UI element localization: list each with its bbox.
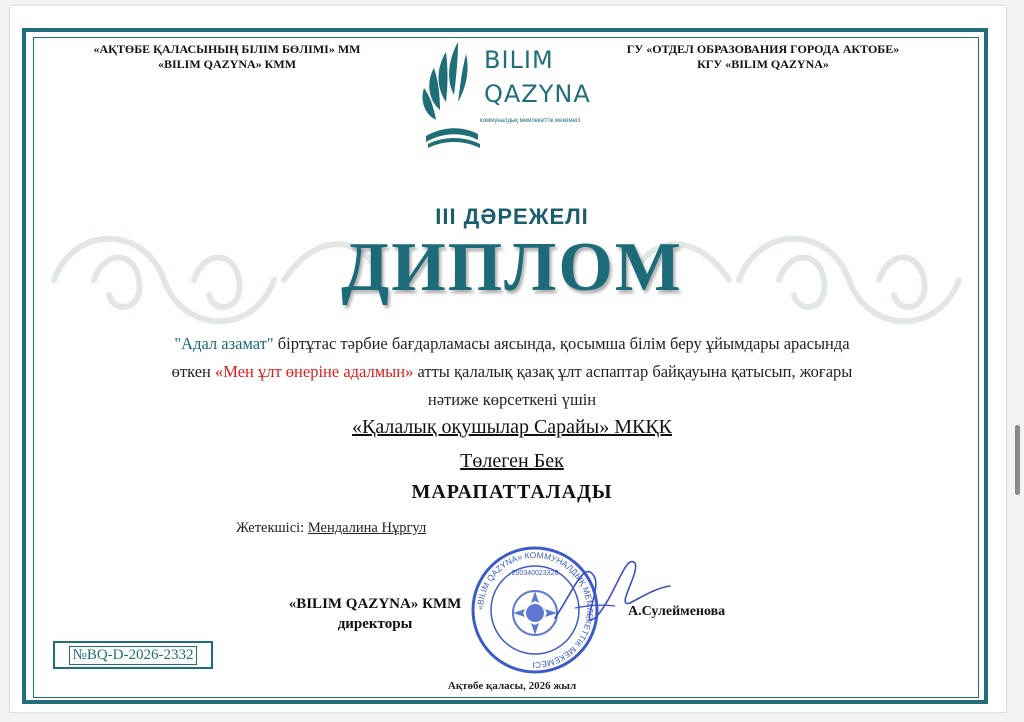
header-left [62,42,392,72]
header-right-line2: КГУ «BILIM QAZYNA» [697,57,829,71]
registration-number-box [53,641,213,669]
description-part2: атты қалалық қазақ ұлт аспаптар байқауына қатысып, жоғары нәтиже көрсеткені үшін [413,362,853,409]
signer-name: А.Сулейменова [628,604,726,619]
recipient-name: Төлеген Бек [460,450,564,472]
stamp-number: 200340023328 [511,570,559,577]
logo-subtitle: коммуналдық мемлекеттік мекемесі [480,118,581,124]
city-year: Ақтөбе қаласы, 2026 жыл [447,680,577,692]
logo-word-qazyna: QAZYNA [484,80,591,108]
mentor-name: Мендалина Нұргул [307,520,427,536]
registration-number: №BQ-D-2026-2332 [69,646,198,665]
header-right [588,42,938,72]
director-role: директоры [337,616,413,632]
program-name: "Адал азамат" [174,334,274,353]
diploma-degree: ІІІ ДӘРЕЖЕЛІ [435,204,589,229]
bilim-qazyna-logo [418,40,598,150]
logo-word-bilim: BILIM [484,46,554,74]
recipient-organization: «Қалалық оқушылар Сарайы» МКҚК [351,416,672,438]
stamp-text: «BILIM QAZYNA» КОММУНАЛДЫҚ МЕМЛЕКЕТТІК МЕКЕМЕСІ [474,549,596,671]
director-org: «BILIM QAZYNA» КММ [288,596,462,612]
book-leaves-icon [418,40,488,150]
event-name: «Мен ұлт өнеріне адалмын» [215,362,414,381]
award-description [170,330,854,414]
awarded-label: МАРАПАТТАЛАДЫ [411,481,613,503]
mentor-label: Жетекшісі: [236,520,308,536]
description-part1: біртұтас тәрбие бағдарламасы аясында, қосымша білім беру ұйымдары арасында өткен [171,334,850,381]
mentor-line [236,520,426,537]
header-left-line2: «BILIM QAZYNA» КММ [157,57,297,71]
director-title [255,594,495,634]
diploma-title: ДИПЛОМ [341,229,683,306]
signature [545,548,675,638]
header-right-line1: ГУ «ОТДЕЛ ОБРАЗОВАНИЯ ГОРОДА АКТОБЕ» [626,42,900,56]
header-left-line1: «АҚТӨБЕ ҚАЛАСЫНЫҢ БІЛІМ БӨЛІМІ» ММ [93,42,361,56]
